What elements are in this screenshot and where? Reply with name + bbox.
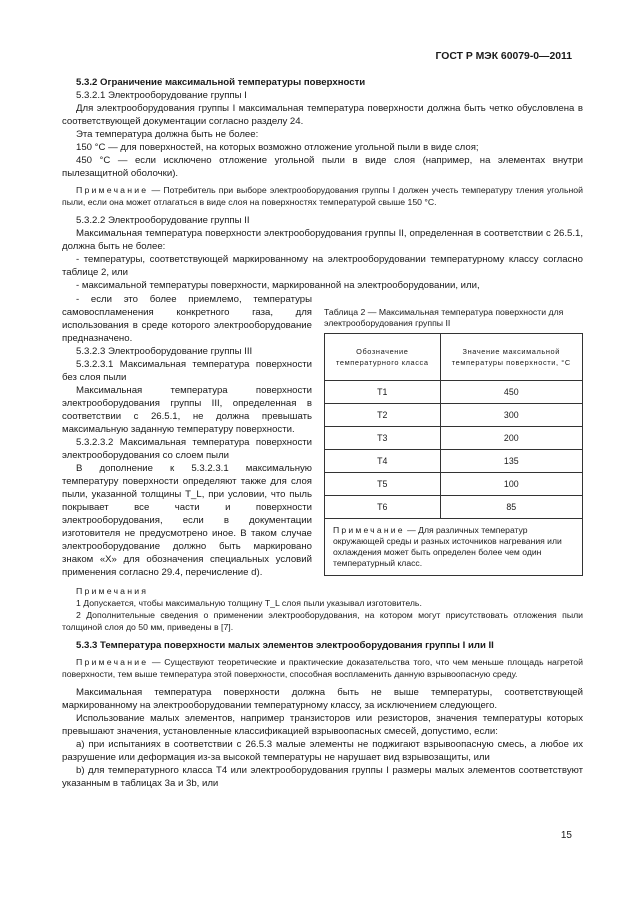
paragraph: b) для температурного класса T4 или электрооборудования группы I размеры малых элементов соответствуют указанным в таблицах 3а и 3b, или <box>62 765 583 789</box>
table-row <box>325 381 583 404</box>
notes-label-text: Примечания <box>76 586 149 596</box>
note-text: — Существуют теоретические и практические доказательства того, что чем меньше площадь нагретой поверхности, тем выше температура этой поверхности, способная воспламенить данную взрывоопасную среду. <box>62 657 583 679</box>
value-cell: 135 <box>440 450 582 473</box>
class-cell: T4 <box>325 450 441 473</box>
class-cell: T5 <box>325 473 441 496</box>
table-note-row <box>325 519 583 576</box>
table-column <box>324 293 583 579</box>
value-cell: 200 <box>440 427 582 450</box>
class-cell: T2 <box>325 404 441 427</box>
paragraph: a) при испытаниях в соответствии с 26.5.3 малые элементы не поджигают взрывоопасную смесь, а любое их разрушение или деформация из-за высокой температуры не нарушает вид взрывозащиты, или <box>62 739 583 763</box>
paragraph: Использование малых элементов, например транзисторов или резисторов, значения температуры которых превышают значения, установленные классификацией взрывоопасных смесей, допустимо, если: <box>62 713 583 737</box>
paragraph: Максимальная температура поверхности должна быть не выше температуры, соответствующей маркированному на электрооборудовании температурному классу, за исключением следующего. <box>62 687 583 711</box>
left-column <box>62 293 312 579</box>
temperature-class-table <box>324 333 583 576</box>
paragraph: В дополнение к 5.3.2.3.1 максимальную температуру поверхности определяют также для слоя пыли, указанной толщины T_L, при условии, что пыль покрывает все части и поверхности электрооборудования, если в документации изготовителя не предусмотрено иное. В таком случае электрооборудование должно быть маркировано знаком «X» для обозначения специальных условий применения согласно 29.4, перечисление d). <box>62 463 312 578</box>
paragraph: Максимальная температура поверхности электрооборудования группы III, определенная в соответствии с 26.5.1, не должна превышать максимальную заданную температуру поверхности. <box>62 385 312 435</box>
paragraph: Для электрооборудования группы I максимальная температура поверхности должна быть четко обусловлена в соответствующей документации согласно разделу 24. <box>62 103 583 127</box>
section-5-3-2-title: 5.3.2 Ограничение максимальной температуры поверхности <box>76 77 366 88</box>
note-label: Примечание <box>76 657 149 667</box>
note-label: Примечание <box>333 525 405 535</box>
page-number: 15 <box>560 830 572 841</box>
table-row <box>325 404 583 427</box>
paragraph: Максимальная температура поверхности электрооборудования группы II, определенная в соответствии с 26.5.1, должна быть не более: <box>62 228 583 252</box>
column-header-temperature: Значение максимальной температуры поверхности, °С <box>440 334 582 381</box>
class-cell: T1 <box>325 381 441 404</box>
section-5-3-3-title: 5.3.3 Температура поверхности малых элементов электрооборудования группы I или II <box>76 640 494 651</box>
notes-label <box>62 585 583 597</box>
table-row <box>325 496 583 519</box>
note-item: 2 Дополнительные сведения о применении электрооборудования, на котором могут присутствовать отложения пыли толщиной слоя до 50 мм, приведены в [7]. <box>62 610 583 632</box>
two-column-block <box>62 293 583 579</box>
paragraph: 150 °С — для поверхностей, на которых возможно отложение угольной пыли в виде слоя; <box>76 142 479 153</box>
note-text: — Потребитель при выборе электрооборудования группы I должен учесть температуру тления угольной пыли, если она может отлагаться в виде слоя на поверхностях температурой свыше 150 °С. <box>62 185 583 207</box>
paragraph: - максимальной температуры поверхности, маркированной на электрооборудовании, или, <box>76 280 480 291</box>
subsection-5-3-2-3-1: 5.3.2.3.1 Максимальная температура поверхности без слоя пыли <box>62 359 312 383</box>
paragraph: - температуры, соответствующей маркированному на электрооборудовании температурному классу согласно таблице 2, или <box>62 254 583 278</box>
note-group-i <box>62 184 583 208</box>
table-row <box>325 473 583 496</box>
paragraph: 450 °С — если исключено отложение угольной пыли в виде слоя (например, на элементах внутри пылезащитной оболочки). <box>62 155 583 179</box>
value-cell: 300 <box>440 404 582 427</box>
page-content <box>62 76 583 790</box>
table-caption: Таблица 2 — Максимальная температура поверхности для электрооборудования группы II <box>324 307 564 328</box>
standard-header: ГОСТ Р МЭК 60079-0—2011 <box>435 51 572 62</box>
table-row <box>325 427 583 450</box>
note-label: Примечание <box>76 185 149 195</box>
class-cell: T3 <box>325 427 441 450</box>
note-small-elements <box>62 656 583 680</box>
value-cell: 100 <box>440 473 582 496</box>
note-text: — Для различных температур окружающей среды и разных источников нагревания или охлаждения может быть определен более чем один температурный класс. <box>333 525 562 568</box>
value-cell: 85 <box>440 496 582 519</box>
class-cell: T6 <box>325 496 441 519</box>
subsection-5-3-2-3-2: 5.3.2.3.2 Максимальная температура поверхности электрооборудования со слоем пыли <box>62 437 312 461</box>
paragraph: Эта температура должна быть не более: <box>76 129 259 140</box>
subsection-5-3-2-2: 5.3.2.2 Электрооборудование группы II <box>76 215 250 226</box>
table-note <box>325 519 583 576</box>
paragraph: - если это более приемлемо, температуры самовоспламенения конкретного газа, для использования в среде которого электрооборудование предназначено. <box>62 294 312 344</box>
table-header-row <box>325 334 583 381</box>
subsection-5-3-2-1: 5.3.2.1 Электрооборудование группы I <box>76 90 247 101</box>
value-cell: 450 <box>440 381 582 404</box>
subsection-5-3-2-3: 5.3.2.3 Электрооборудование группы III <box>76 346 253 357</box>
column-header-class: Обозначение температурного класса <box>325 334 441 381</box>
table-row <box>325 450 583 473</box>
note-item: 1 Допускается, чтобы максимальную толщину T_L слоя пыли указывал изготовитель. <box>76 598 422 608</box>
